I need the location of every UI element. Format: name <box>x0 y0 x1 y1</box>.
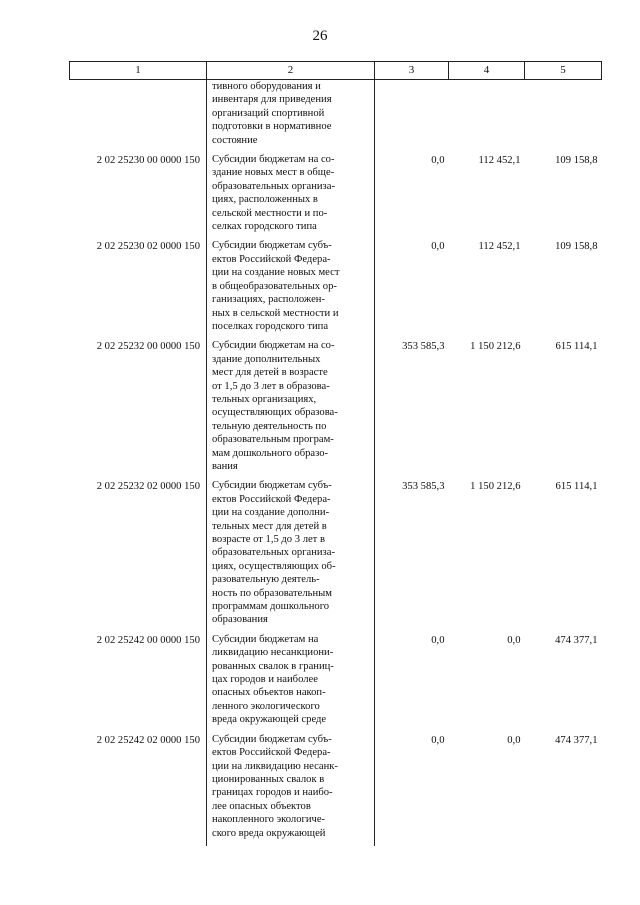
row-description: Субсидии бюджетам на со- здание дополнительных мест для детей в возрасте от 1,5 до 3 лет в образова- тельных организациях, осуществляющих образова- тельную деятельность по образовательным програм- мам дошкольного образо- вания <box>207 339 375 479</box>
value-col-3: 0,0 <box>431 734 445 746</box>
continuation-description: тивного оборудования и инвентаря для приведения организаций спортивной подготовки в нормативное состояние <box>207 80 375 154</box>
table-row <box>70 153 602 239</box>
budget-code: 2 02 25242 02 0000 150 <box>96 734 200 746</box>
budget-code: 2 02 25230 02 0000 150 <box>96 241 200 253</box>
table-row <box>70 633 602 733</box>
value-col-4: 112 452,1 <box>478 241 521 253</box>
row-description: Субсидии бюджетам на со- здание новых мест в обще- образовательных организа- циях, расположенных в сельской местности и по- селках городского типа <box>207 153 375 239</box>
value-col-4: 1 150 212,6 <box>470 481 521 493</box>
budget-code: 2 02 25232 02 0000 150 <box>96 481 200 493</box>
value-col-4: 0,0 <box>507 734 521 746</box>
column-header-2: 2 <box>207 62 375 80</box>
value-col-3: 0,0 <box>431 241 445 253</box>
value-col-3: 353 585,3 <box>402 341 445 353</box>
continuation-row <box>70 80 602 154</box>
column-header-4: 4 <box>449 62 525 80</box>
column-header-5: 5 <box>525 62 602 80</box>
row-description: Субсидии бюджетам субъ- ектов Российской Федера- ции на создание новых мест в общеобразовательных ор- ганизациях, расположен- ных в сельской местности и поселках городского типа <box>207 239 375 339</box>
row-description: Субсидии бюджетам на ликвидацию несанкциони- рованных свалок в границ- цах городов и наиболее опасных объектов накоп- ленного экологического вреда окружающей среде <box>207 633 375 733</box>
column-header-1: 1 <box>70 62 207 80</box>
value-col-5: 474 377,1 <box>555 634 598 646</box>
budget-code: 2 02 25230 00 0000 150 <box>96 155 200 167</box>
budget-code: 2 02 25232 00 0000 150 <box>96 341 200 353</box>
budget-table <box>69 61 601 846</box>
value-col-5: 109 158,8 <box>555 241 598 253</box>
table-row <box>70 239 602 339</box>
value-col-3: 0,0 <box>431 634 445 646</box>
value-col-5: 109 158,8 <box>555 155 598 167</box>
budget-table-grid <box>69 61 602 846</box>
column-header-3: 3 <box>375 62 449 80</box>
row-description: Субсидии бюджетам субъ- ектов Российской Федера- ции на создание дополни- тельных мест для детей в возрасте от 1,5 до 3 лет в образовательных организа- циях, осуществляющих об- разовательную деятель- ность по образовательным программам дошкольного образования <box>207 479 375 632</box>
value-col-4: 1 150 212,6 <box>470 341 521 353</box>
row-description: Субсидии бюджетам субъ- ектов Российской Федера- ции на ликвидацию несанк- ционированных свалок в границах городов и наибо- лее опасных объектов накопленного экологиче- ского вреда окружающей <box>207 733 375 846</box>
table-row <box>70 479 602 632</box>
page-number: 26 <box>312 28 328 44</box>
value-col-5: 615 114,1 <box>555 341 598 353</box>
column-number-header-row <box>70 62 602 80</box>
value-col-5: 615 114,1 <box>555 481 598 493</box>
table-row <box>70 733 602 846</box>
table-row <box>70 339 602 479</box>
value-col-3: 353 585,3 <box>402 481 445 493</box>
value-col-4: 0,0 <box>507 634 521 646</box>
value-col-5: 474 377,1 <box>555 734 598 746</box>
value-col-3: 0,0 <box>431 155 445 167</box>
value-col-4: 112 452,1 <box>478 155 521 167</box>
budget-code: 2 02 25242 00 0000 150 <box>96 634 200 646</box>
